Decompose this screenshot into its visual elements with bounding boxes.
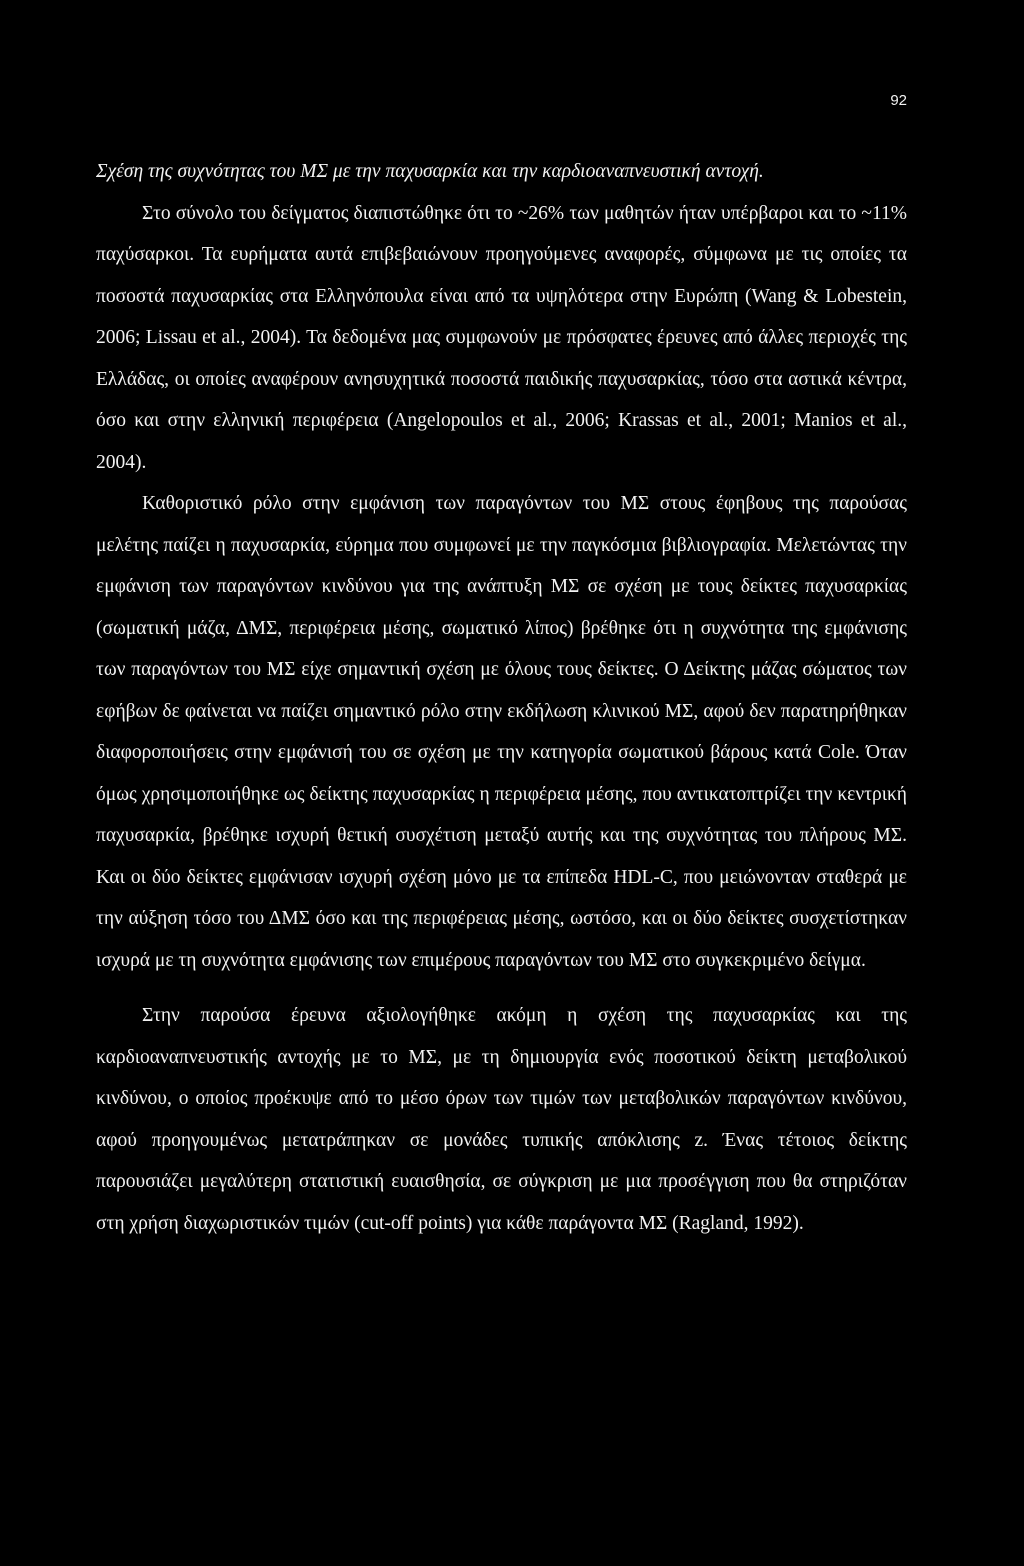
paragraph-metabolic-risk-index: Στην παρούσα έρευνα αξιολογήθηκε ακόμη η σχέση της παχυσαρκίας και της καρδιοαναπνευστικής αντοχής με το ΜΣ, με τη δημιουργία ενός ποσοτικού δείκτη μεταβολικού κινδύνου, ο οποίος προέκυψε από το μέσο όρων των τιμών των μεταβολικών παραγόντων κινδύνου, αφού προηγουμένως μετατράπηκαν σε μονάδες τυπικής απόκλισης z. Ένας τέτοιος δείκτης παρουσιάζει μεγαλύτερη στατιστική ευαισθησία, σε σύγκριση με μια προσέγγιση που θα στηριζόταν στη χρήση διαχωριστικών τιμών (cut-off points) για κάθε παράγοντα ΜΣ (Ragland, 1992).: [96, 1005, 907, 1234]
paragraph-obesity-prevalence: Στο σύνολο του δείγματος διαπιστώθηκε ότι το ~26% των μαθητών ήταν υπέρβαροι και το ~11% παχύσαρκοι. Τα ευρήματα αυτά επιβεβαιώνουν προηγούμενες αναφορές, σύμφωνα με τις οποίες τα ποσοστά παχυσαρκίας στα Ελληνόπουλα είναι από τα υψηλότερα στην Ευρώπη (Wang & Lobestein, 2006; Lissau et al., 2004). Τα δεδομένα μας συμφωνούν με πρόσφατες έρευνες από άλλες περιοχές της Ελλάδας, οι οποίες αναφέρουν ανησυχητικά ποσοστά παιδικής παχυσαρκίας, τόσο στα αστικά κέντρα, όσο και στην ελληνική περιφέρεια (Angelopoulos et al., 2006; Krassas et al., 2001; Manios et al., 2004).: [96, 202, 907, 473]
page-content: [96, 151, 907, 1244]
paragraph-obesity-ms-factors: Καθοριστικό ρόλο στην εμφάνιση των παραγόντων του ΜΣ στους έφηβους της παρούσας μελέτης παίζει η παχυσαρκία, εύρημα που συμφωνεί με την παγκόσμια βιβλιογραφία. Μελετώντας την εμφάνιση των παραγόντων κινδύνου για της ανάπτυξη ΜΣ σε σχέση με τους δείκτες παχυσαρκίας (σωματική μάζα, ΔΜΣ, περιφέρεια μέσης, σωματικό λίπος) βρέθηκε ότι η συχνότητα της εμφάνισης των παραγόντων του ΜΣ είχε σημαντική σχέση με όλους τους δείκτες. Ο Δείκτης μάζας σώματος των εφήβων δε φαίνεται να παίζει σημαντικό ρόλο στην εκδήλωση κλινικού ΜΣ, αφού δεν παρατηρήθηκαν διαφοροποιήσεις στην εμφάνισή του σε σχέση με την κατηγορία σωματικού βάρους κατά Cole. Όταν όμως χρησιμοποιήθηκε ως δείκτης παχυσαρκίας η περιφέρεια μέσης, που αντικατοπτρίζει την κεντρική παχυσαρκία, βρέθηκε ισχυρή θετική συσχέτιση μεταξύ αυτής και της συχνότητας του πλήρους ΜΣ. Και οι δύο δείκτες εμφάνισαν ισχυρή σχέση μόνο με τα επίπεδα HDL-C, που μειώνονταν σταθερά με την αύξηση τόσο του ΔΜΣ όσο και της περιφέρειας μέσης, ωστόσο, και οι δύο δείκτες συσχετίστηκαν ισχυρά με τη συχνότητα εμφάνισης των επιμέρους παραγόντων του ΜΣ στο συγκεκριμένο δείγμα.: [96, 493, 907, 971]
page-number: 92: [890, 92, 907, 109]
section-title: Σχέση της συχνότητας του ΜΣ με την παχυσαρκία και την καρδιοαναπνευστική αντοχή.: [96, 161, 764, 182]
